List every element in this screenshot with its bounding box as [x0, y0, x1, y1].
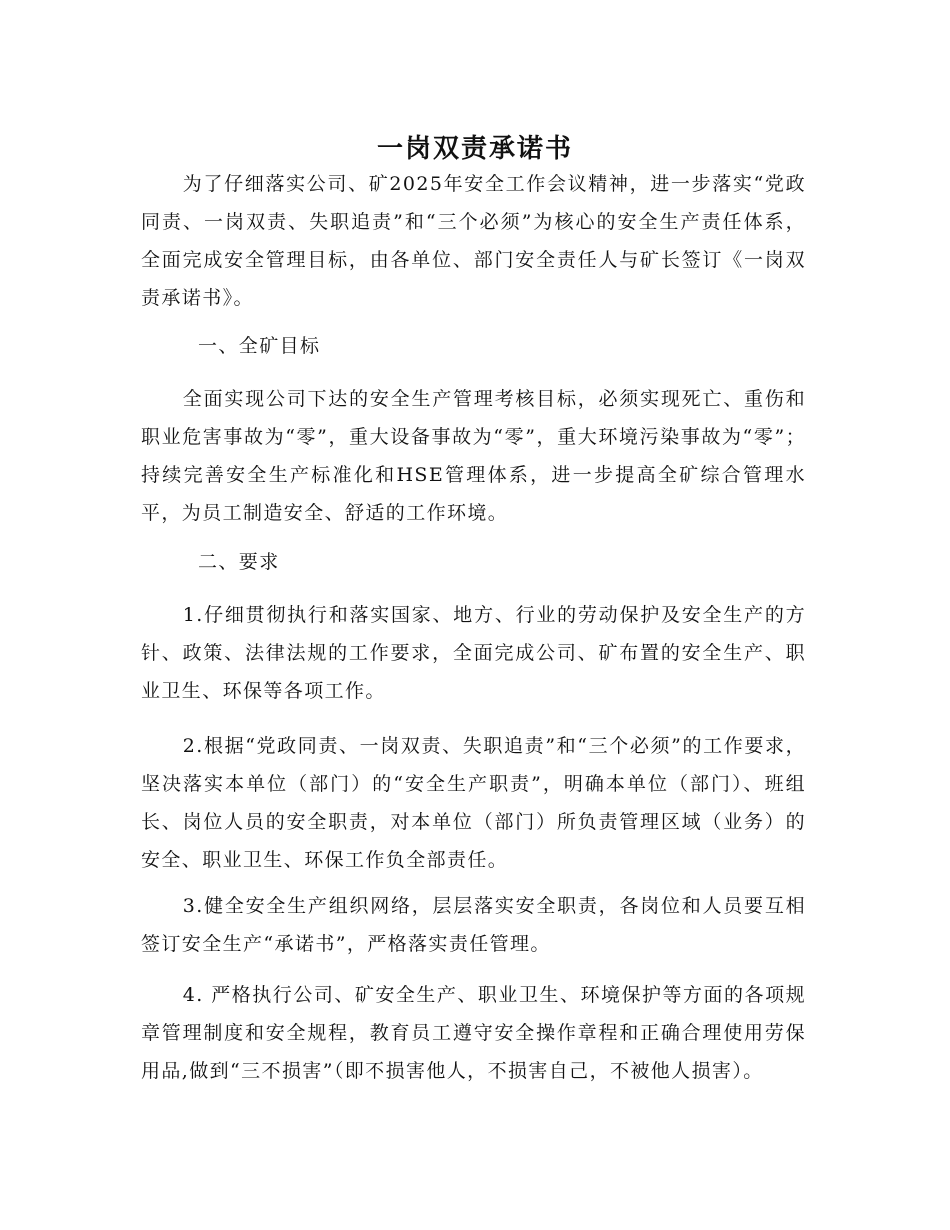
requirement-item-4: 4. 严格执行公司、矿安全生产、职业卫生、环境保护等方面的各项规章管理制度和安全规程，教育员工遵守安全操作章程和正确合理使用劳保用品,做到“三不损害”（即不损害他人，不损害自己，不被他人损害）。: [141, 984, 806, 1082]
intro-paragraph: 为了仔细落实公司、矿2025年安全工作会议精神，进一步落实“党政同责、一岗双责、失职追责”和“三个必须”为核心的安全生产责任体系，全面完成安全管理目标，由各单位、部门安全责任人与矿长签订《一岗双责承诺书》。: [141, 173, 806, 309]
requirement-item-2: 2.根据“党政同责、一岗双责、失职追责”和“三个必须”的工作要求，坚决落实本单位（部门）的“安全生产职责”，明确本单位（部门）、班组长、岗位人员的安全职责，对本单位（部门）所负责管理区域（业务）的安全、职业卫生、环保工作负全部责任。: [141, 735, 806, 871]
requirement-item-3: 3.健全安全生产组织网络，层层落实安全职责，各岗位和人员要互相签订安全生产“承诺书”，严格落实责任管理。: [141, 895, 806, 955]
requirement-item-1: 1.仔细贯彻执行和落实国家、地方、行业的劳动保护及安全生产的方针、政策、法律法规的工作要求，全面完成公司、矿布置的安全生产、职业卫生、环保等各项工作。: [141, 604, 806, 702]
section-heading-requirements: 二、要求: [198, 551, 280, 573]
document-title: 一岗双责承诺书: [376, 134, 573, 165]
section-heading-goals: 一、全矿目标: [198, 335, 321, 357]
goals-paragraph: 全面实现公司下达的安全生产管理考核目标，必须实现死亡、重伤和职业危害事故为“零”，重大设备事故为“零”，重大环境污染事故为“零”；持续完善安全生产标准化和HSE管理体系，进一步提高全矿综合管理水平，为员工制造安全、舒适的工作环境。: [141, 388, 806, 524]
